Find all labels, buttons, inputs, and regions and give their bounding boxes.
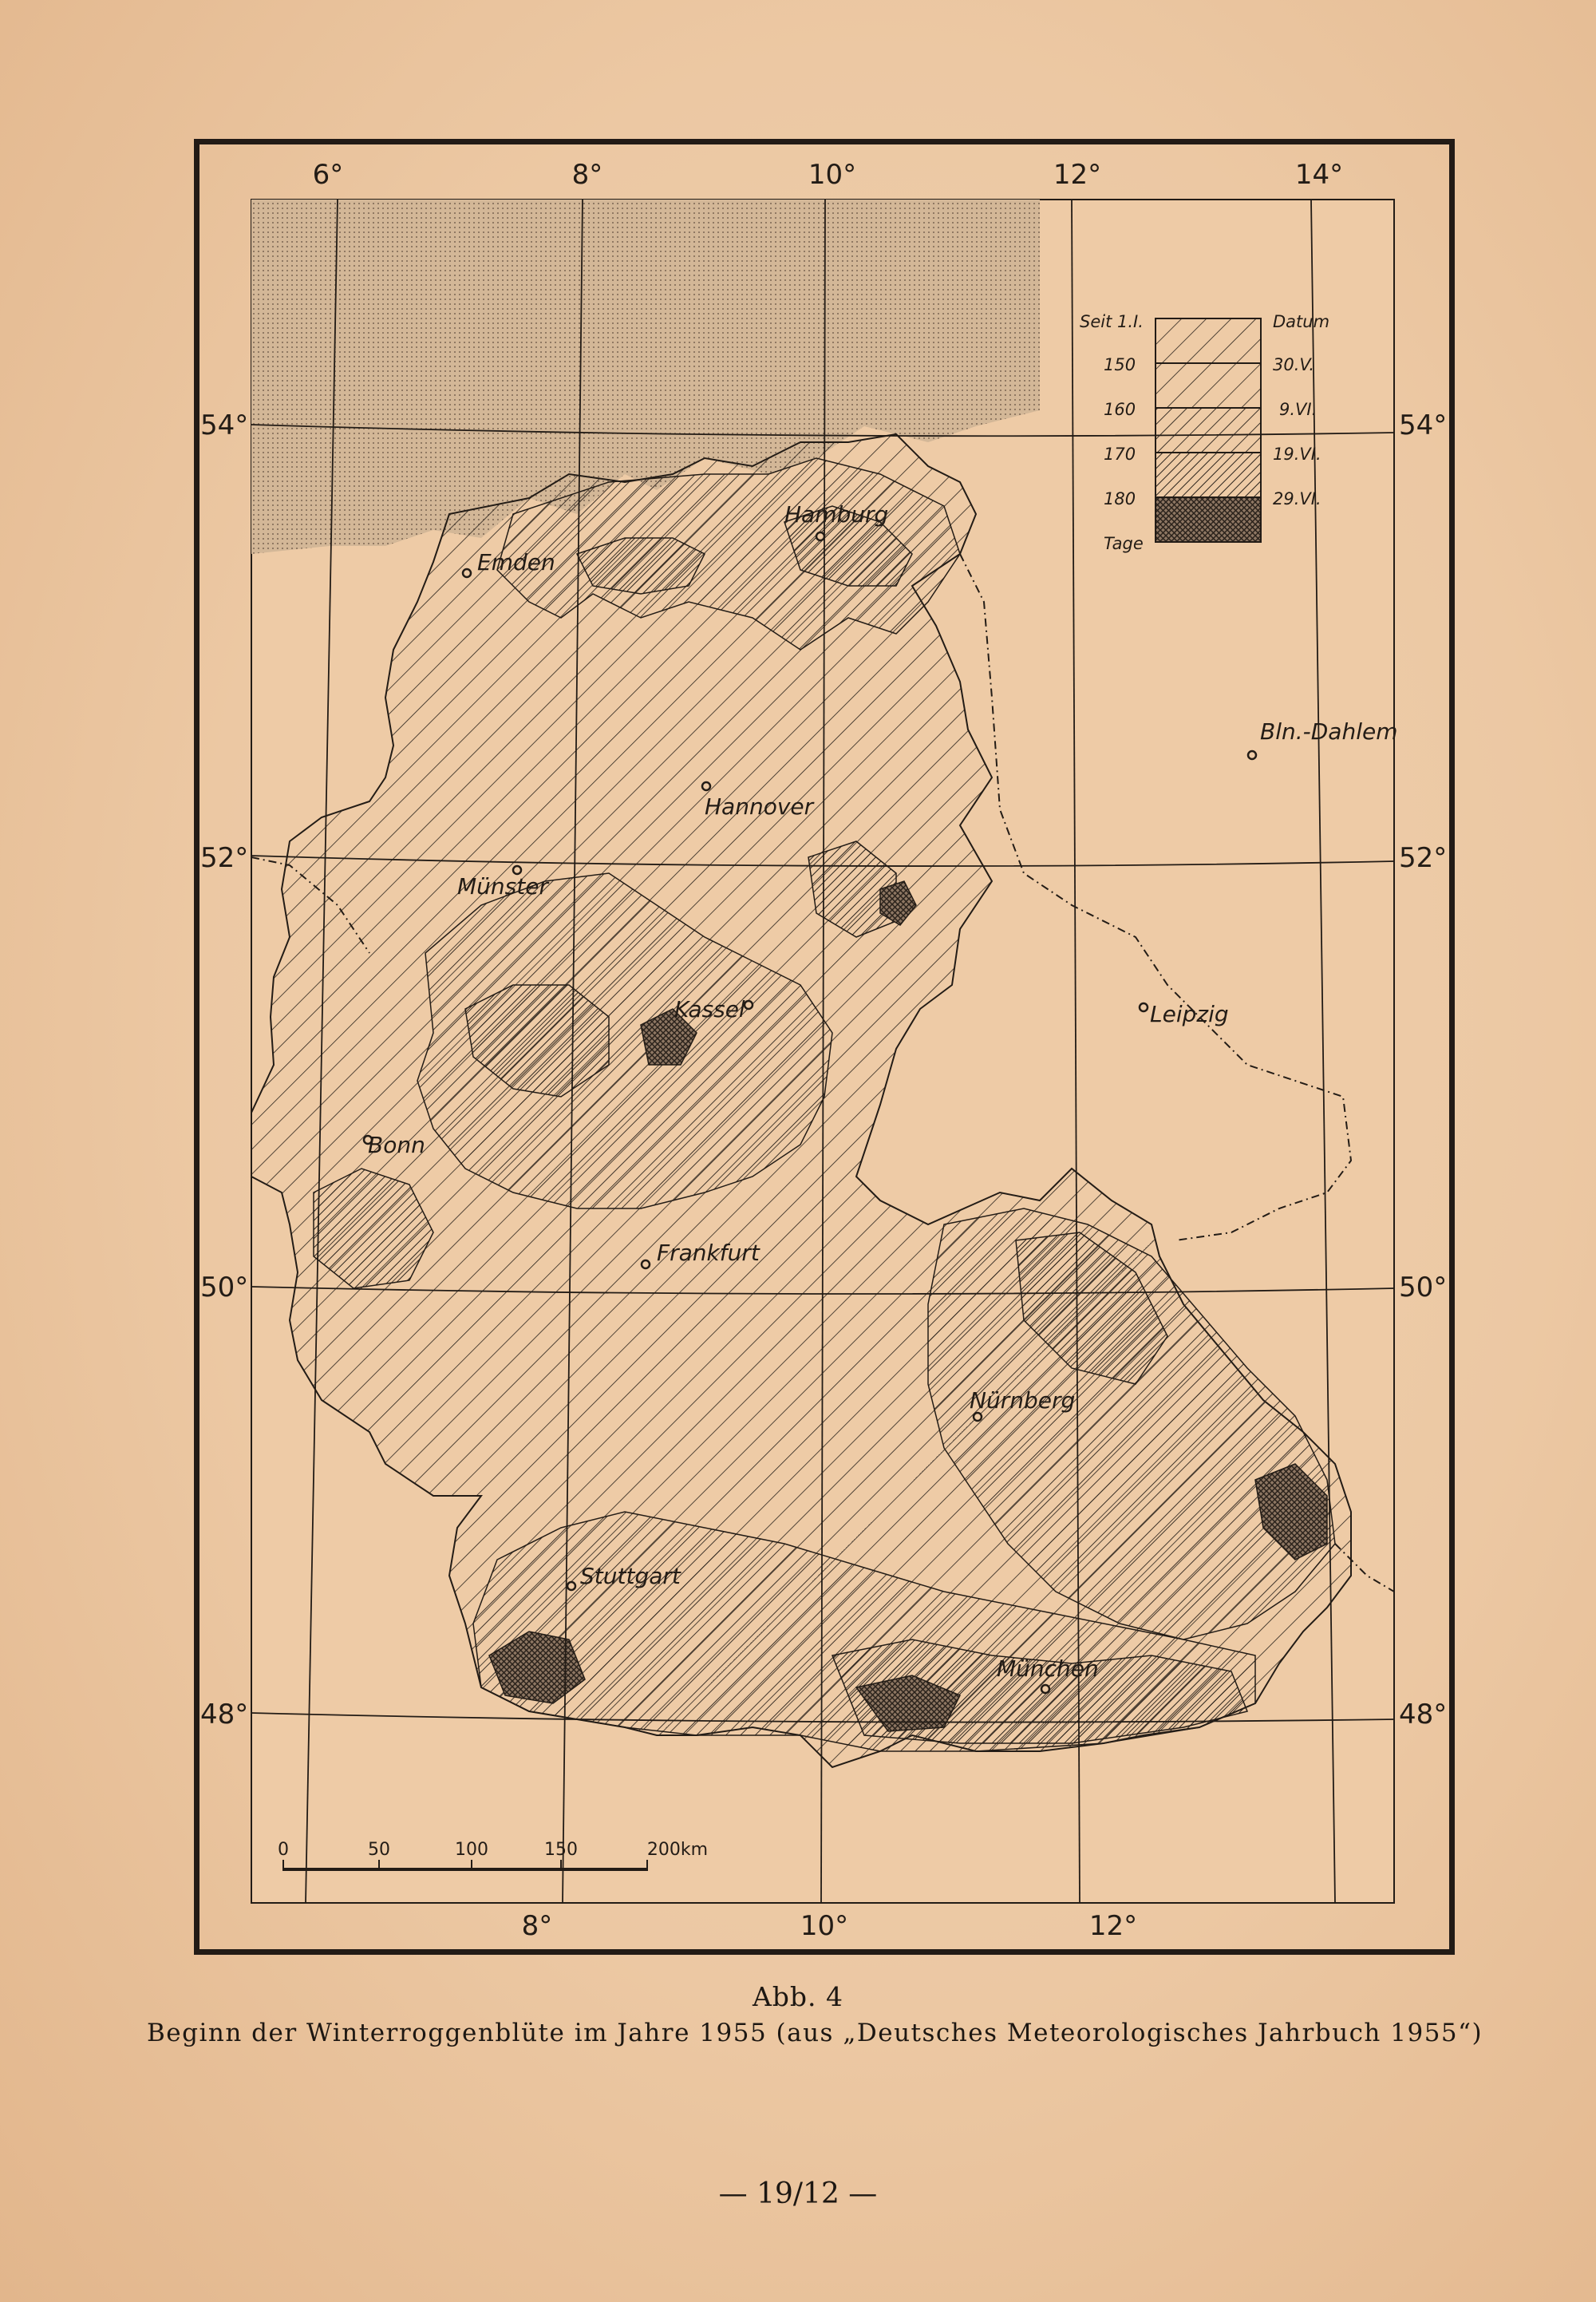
city-marker-hannover bbox=[702, 782, 710, 790]
city-marker-kassel bbox=[745, 1001, 753, 1009]
city-label-kassel: Kassel bbox=[674, 996, 745, 1022]
legend-days: 180 bbox=[1104, 489, 1136, 508]
city-label-hamburg: Hamburg bbox=[784, 501, 889, 528]
legend-swatch-lightest bbox=[1156, 318, 1261, 363]
legend-swatch-light bbox=[1156, 363, 1261, 408]
legend-swatch-darkest bbox=[1156, 497, 1261, 542]
city-label-nuernberg: Nürnberg bbox=[970, 1387, 1076, 1414]
city-marker-stuttgart bbox=[567, 1582, 575, 1590]
left-axis-label: 54° bbox=[200, 409, 249, 441]
top-axis-label: 14° bbox=[1294, 159, 1344, 191]
city-label-emden: Emden bbox=[477, 549, 555, 576]
bottom-axis-label: 10° bbox=[800, 1910, 849, 1942]
top-axis-label: 12° bbox=[1053, 159, 1102, 191]
city-marker-nuernberg bbox=[974, 1413, 982, 1421]
legend-days: 150 bbox=[1104, 355, 1136, 374]
right-axis-label: 52° bbox=[1399, 842, 1448, 874]
legend-left-header: Seit 1.I. bbox=[1080, 312, 1144, 331]
city-marker-leipzig bbox=[1140, 1003, 1148, 1011]
city-label-muenchen: München bbox=[997, 1655, 1099, 1682]
figure-caption: Beginn der Winterroggenblüte im Jahre 1955 (aus „Deutsches Meteorologisches Jahrbuch 1955“) bbox=[147, 2019, 1483, 2047]
top-axis-label: 8° bbox=[571, 159, 603, 191]
scale-tick-label: 200km bbox=[646, 1840, 709, 1860]
right-axis-label: 48° bbox=[1399, 1699, 1448, 1730]
map bbox=[194, 139, 1455, 1955]
page-number: — 19/12 — bbox=[718, 2177, 878, 2210]
city-label-leipzig: Leipzig bbox=[1150, 1001, 1229, 1027]
bottom-axis-label: 12° bbox=[1088, 1910, 1138, 1942]
city-label-frankfurt: Frankfurt bbox=[657, 1240, 760, 1266]
city-label-muenster: Münster bbox=[457, 873, 548, 900]
legend-swatch-dense bbox=[1156, 453, 1261, 497]
left-axis-label: 50° bbox=[200, 1272, 249, 1303]
city-marker-emden bbox=[463, 569, 471, 577]
city-marker-muenchen bbox=[1041, 1685, 1049, 1693]
city-marker-berlin-dahlem bbox=[1248, 751, 1256, 759]
city-marker-frankfurt bbox=[642, 1260, 650, 1268]
legend-days: 160 bbox=[1104, 400, 1136, 419]
legend-date: 19.VI. bbox=[1273, 445, 1321, 464]
bottom-axis-label: 8° bbox=[521, 1910, 553, 1942]
city-marker-hamburg bbox=[816, 532, 824, 540]
scale-tick-label: 0 bbox=[278, 1840, 289, 1860]
legend-left-footer: Tage bbox=[1104, 534, 1144, 553]
top-axis-label: 10° bbox=[808, 159, 857, 191]
city-label-bonn: Bonn bbox=[368, 1132, 425, 1158]
scale-tick-label: 100 bbox=[455, 1840, 488, 1860]
left-axis-label: 48° bbox=[200, 1699, 249, 1730]
right-axis-label: 50° bbox=[1399, 1272, 1448, 1303]
scale-tick-label: 50 bbox=[368, 1840, 390, 1860]
legend-days: 170 bbox=[1104, 445, 1136, 464]
scale-tick-label: 150 bbox=[544, 1840, 578, 1860]
legend-date: 29.VI. bbox=[1273, 489, 1321, 508]
left-axis-label: 52° bbox=[200, 842, 249, 874]
top-axis-label: 6° bbox=[312, 159, 344, 191]
city-label-berlin-dahlem: Bln.-Dahlem bbox=[1260, 718, 1398, 745]
legend-date: 30.V. bbox=[1273, 355, 1315, 374]
city-label-stuttgart: Stuttgart bbox=[580, 1563, 681, 1589]
figure-label: Abb. 4 bbox=[752, 1981, 844, 2012]
legend-swatch-medium bbox=[1156, 408, 1261, 453]
legend-date: 9.VI. bbox=[1279, 400, 1317, 419]
legend-right-header: Datum bbox=[1273, 312, 1330, 331]
right-axis-label: 54° bbox=[1399, 409, 1448, 441]
city-label-hannover: Hannover bbox=[705, 793, 814, 820]
